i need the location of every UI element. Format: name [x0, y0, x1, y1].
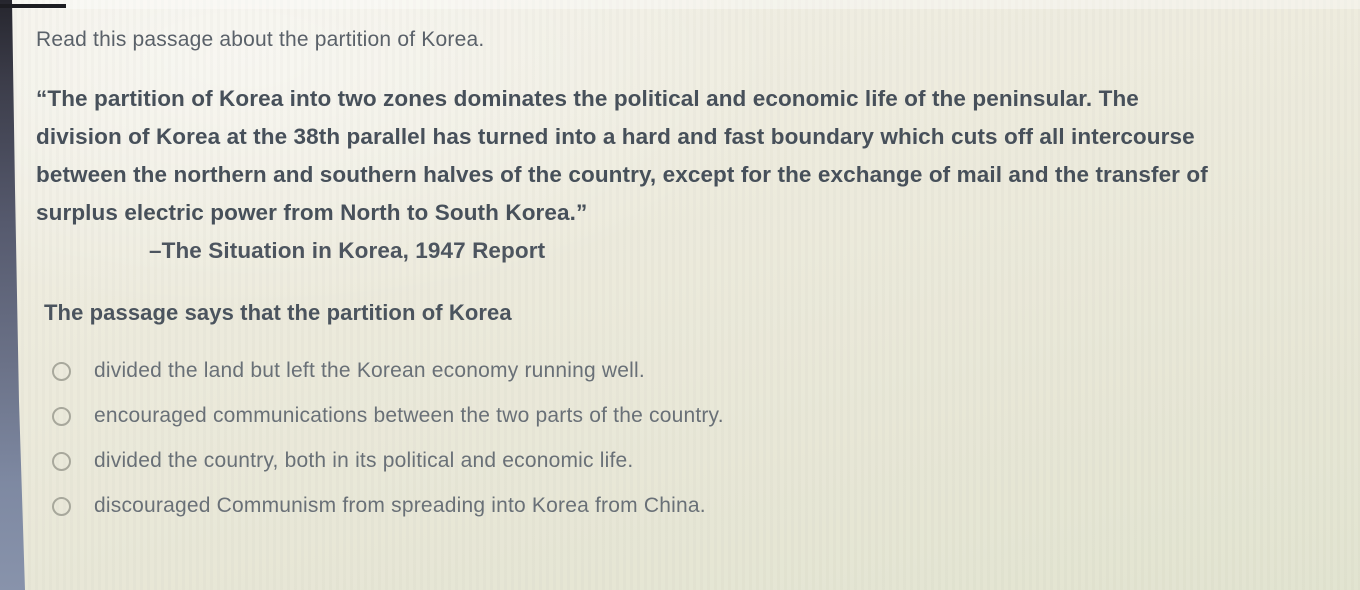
passage-attribution: –The Situation in Korea, 1947 Report	[149, 238, 546, 263]
answer-option[interactable]	[52, 449, 1342, 494]
passage-line: surplus electric power from North to South Korea.”	[36, 200, 588, 225]
passage-line: division of Korea at the 38th parallel has turned into a hard and fast boundary which cuts off all intercourse	[36, 124, 1195, 149]
answer-option-label[interactable]: discouraged Communism from spreading into Korea from China.	[94, 494, 706, 517]
answer-option[interactable]	[52, 359, 1342, 404]
answer-option[interactable]	[52, 404, 1342, 449]
passage-line: between the northern and southern halves of the country, except for the exchange of mail and the transfer of	[36, 162, 1208, 187]
radio-button-icon[interactable]	[52, 452, 71, 471]
radio-button-icon[interactable]	[52, 362, 71, 381]
question-text: The passage says that the partition of Korea	[44, 300, 512, 325]
passage-quote	[36, 80, 1342, 270]
answer-option-label[interactable]: encouraged communications between the two parts of the country.	[94, 404, 724, 427]
passage-line: “The partition of Korea into two zones dominates the political and economic life of the peninsular. The	[36, 86, 1139, 111]
answer-options	[52, 359, 1342, 539]
radio-button-icon[interactable]	[52, 407, 71, 426]
instruction-text: Read this passage about the partition of Korea.	[36, 28, 485, 51]
screen-bezel-line	[0, 4, 66, 8]
radio-button-icon[interactable]	[52, 497, 71, 516]
answer-option-label[interactable]: divided the country, both in its political and economic life.	[94, 449, 634, 472]
answer-option-label[interactable]: divided the land but left the Korean economy running well.	[94, 359, 645, 382]
answer-option[interactable]	[52, 494, 1342, 539]
